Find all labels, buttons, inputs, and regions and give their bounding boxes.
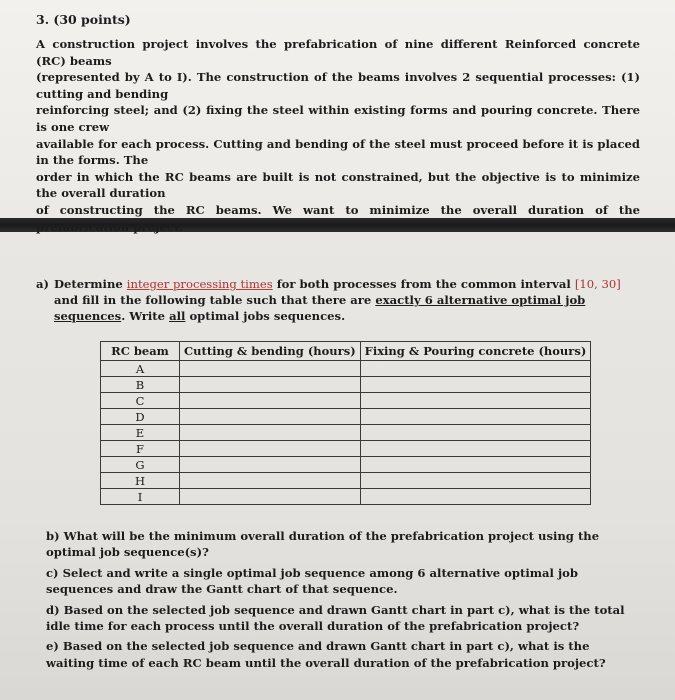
fixing-cell — [360, 425, 591, 441]
header-cutting-bending: Cutting & bending (hours) — [180, 342, 361, 361]
part-a-text-1: Determine — [54, 277, 127, 291]
cutting-cell — [180, 377, 361, 393]
fixing-cell — [360, 409, 591, 425]
table-row — [101, 457, 591, 473]
table-row — [101, 425, 591, 441]
question-line: (represented by A to I). The construction of the beams involves 2 sequential processes: (1) cutting and bending — [36, 70, 640, 101]
cutting-cell — [180, 473, 361, 489]
cutting-cell — [180, 441, 361, 457]
part-a-text-4: . Write — [121, 309, 170, 323]
part-d-text: d) Based on the selected job sequence and drawn Gantt chart in part c), what is the total idle time for each process until the overall duration of the prefabrication project? — [46, 602, 625, 634]
beam-label: G — [101, 457, 180, 473]
table-row — [101, 441, 591, 457]
question-header: 3. (30 points) — [36, 12, 131, 27]
part-a-text-2: for both processes from the common interval — [272, 277, 575, 291]
cutting-cell — [180, 393, 361, 409]
table-row — [101, 361, 591, 377]
cutting-cell — [180, 489, 361, 505]
question-line: available for each process. Cutting and bending of the steel must proceed before it is placed in the forms. The — [36, 136, 640, 168]
table-row — [101, 489, 591, 505]
beam-label: D — [101, 409, 180, 425]
fixing-cell — [360, 473, 591, 489]
header-fixing-pouring: Fixing & Pouring concrete (hours) — [360, 342, 591, 361]
table-row — [101, 409, 591, 425]
cutting-cell — [180, 361, 361, 377]
fixing-cell — [360, 441, 591, 457]
part-a-text-5: optimal jobs sequences. — [185, 309, 346, 323]
cutting-cell — [180, 409, 361, 425]
integer-processing-times-highlight: integer processing times — [126, 277, 273, 291]
table-row — [101, 473, 591, 489]
beam-label: I — [101, 489, 180, 505]
table-header-row — [101, 342, 591, 361]
part-b-text: b) What will be the minimum overall duration of the prefabrication project using the optimal job sequence(s)? — [46, 529, 600, 560]
part-e-text: e) Based on the selected job sequence and drawn Gantt chart in part c), what is the waiting time of each RC beam until the overall duration of the prefabrication project? — [46, 639, 606, 670]
question-text — [36, 36, 640, 235]
question-line: A construction project involves the prefabrication of nine different Reinforced concrete (RC) beams — [36, 37, 640, 68]
question-line: order in which the RC beams are built is not constrained, but the objective is to minimize the overall duration — [36, 169, 640, 201]
beam-label: A — [101, 361, 180, 377]
all-highlight: all — [169, 309, 186, 323]
fixing-cell — [360, 361, 591, 377]
processing-times-table — [100, 341, 591, 505]
part-a-text-3: and fill in the following table such that there are — [54, 293, 376, 307]
part-a-label: a) — [36, 277, 49, 291]
part-a — [36, 276, 636, 324]
question-line: of constructing the RC beams. We want to minimize the overall duration of the prefabrication project. — [36, 202, 640, 234]
table-row — [101, 393, 591, 409]
fixing-cell — [360, 457, 591, 473]
cutting-cell — [180, 457, 361, 473]
header-rc-beam: RC beam — [101, 342, 180, 361]
fixing-cell — [360, 393, 591, 409]
sub-questions — [46, 528, 636, 675]
part-c-text: c) Select and write a single optimal job sequence among 6 alternative optimal job sequences and draw the Gantt chart of that sequence. — [46, 565, 578, 597]
interval-value: [10, 30] — [574, 277, 621, 291]
fixing-cell — [360, 489, 591, 505]
question-line: reinforcing steel; and (2) fixing the steel within existing forms and pouring concrete. There is one crew — [36, 103, 640, 134]
beam-label: H — [101, 473, 180, 489]
table-row — [101, 377, 591, 393]
beam-label: B — [101, 377, 180, 393]
beam-label: E — [101, 425, 180, 441]
cutting-cell — [180, 425, 361, 441]
six-sequences-highlight: exactly 6 alternative optimal job sequences — [54, 293, 586, 323]
fixing-cell — [360, 377, 591, 393]
part-a-text — [54, 276, 636, 324]
beam-label: F — [101, 441, 180, 457]
beam-label: C — [101, 393, 180, 409]
